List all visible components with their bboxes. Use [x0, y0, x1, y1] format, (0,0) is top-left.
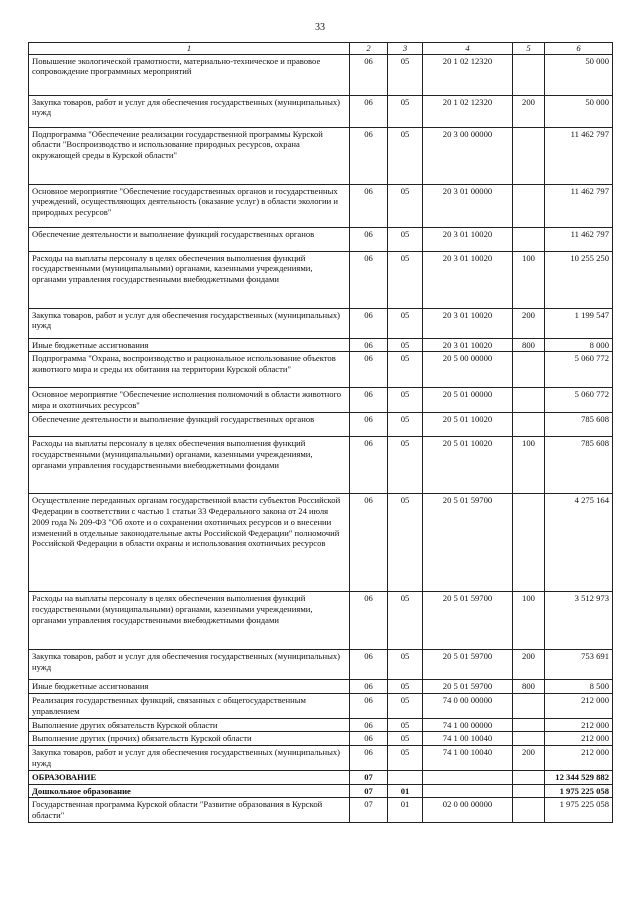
- amount-cell: 11 462 797: [545, 184, 613, 227]
- section-code-cell: 06: [350, 746, 388, 770]
- row-name-cell: Подпрограмма "Охрана, воспроизводство и рациональное использование объектов животного мира и среды их обитания на территории Курской области": [29, 352, 350, 388]
- amount-cell: 11 462 797: [545, 127, 613, 184]
- column-header: 1: [29, 43, 350, 55]
- subsection-code-cell: 05: [388, 746, 423, 770]
- row-name-cell: Осуществление переданных органам государственной власти субъектов Российской Федерации в соответствии с частью 1 статьи 33 Федерального закона от 24 июля 2009 года № 209-ФЗ "Об охоте и о сохранении охотничьих ресурсов и о внесении изменений в отдельные законодательные акты Российской Федерации" полномочий Российской Федерации в области охраны и использования охотничьих ресурсов: [29, 494, 350, 592]
- row-name-cell: Государственная программа Курской области "Развитие образования в Курской области": [29, 798, 350, 822]
- column-header: 5: [513, 43, 545, 55]
- row-name-cell: Подпрограмма "Обеспечение реализации государственной программы Курской области "Воспроизводство и использование природных ресурсов, охрана окружающей среды в Курской области": [29, 127, 350, 184]
- expense-type-cell: [513, 54, 545, 95]
- target-article-cell: 20 5 01 10020: [423, 413, 513, 437]
- table-row: [29, 437, 613, 494]
- amount-cell: 4 275 164: [545, 494, 613, 592]
- table-row: [29, 54, 613, 95]
- section-code-cell: 07: [350, 784, 388, 798]
- row-name-cell: Реализация государственных функций, связанных с общегосударственным управлением: [29, 694, 350, 718]
- table-row: [29, 308, 613, 338]
- section-code-cell: 07: [350, 798, 388, 822]
- row-name-cell: Основное мероприятие "Обеспечение государственных органов и государственных учреждений, осуществляющих деятельность (оказание услуг) в области экологии и природных ресурсов": [29, 184, 350, 227]
- table-row: [29, 770, 613, 784]
- amount-cell: 11 462 797: [545, 227, 613, 251]
- table-row: [29, 338, 613, 352]
- subsection-code-cell: 05: [388, 718, 423, 732]
- row-name-cell: Расходы на выплаты персоналу в целях обеспечения выполнения функций государственными (муниципальными) органами, казенными учреждениями, органами управления государственными внебюджетными фондами: [29, 592, 350, 650]
- expense-type-cell: [513, 798, 545, 822]
- target-article-cell: 74 1 00 10040: [423, 746, 513, 770]
- table-row: [29, 718, 613, 732]
- target-article-cell: 74 1 00 00000: [423, 718, 513, 732]
- amount-cell: 50 000: [545, 54, 613, 95]
- row-name-cell: Закупка товаров, работ и услуг для обеспечения государственных (муниципальных) нужд: [29, 95, 350, 127]
- section-code-cell: 06: [350, 437, 388, 494]
- section-code-cell: 06: [350, 592, 388, 650]
- target-article-cell: 20 3 01 10020: [423, 338, 513, 352]
- section-code-cell: 06: [350, 127, 388, 184]
- amount-cell: 5 060 772: [545, 388, 613, 413]
- expense-type-cell: [513, 227, 545, 251]
- subsection-code-cell: [388, 770, 423, 784]
- subsection-code-cell: 05: [388, 184, 423, 227]
- column-header: 3: [388, 43, 423, 55]
- row-name-cell: Расходы на выплаты персоналу в целях обеспечения выполнения функций государственными (муниципальными) органами, казенными учреждениями, органами управления государственными внебюджетными фондами: [29, 437, 350, 494]
- row-name-cell: Иные бюджетные ассигнования: [29, 680, 350, 694]
- row-name-cell: Выполнение других (прочих) обязательств Курской области: [29, 732, 350, 746]
- amount-cell: 1 199 547: [545, 308, 613, 338]
- section-code-cell: 06: [350, 718, 388, 732]
- expense-type-cell: [513, 413, 545, 437]
- subsection-code-cell: 05: [388, 650, 423, 680]
- section-code-cell: 06: [350, 338, 388, 352]
- expense-type-cell: [513, 352, 545, 388]
- column-header: 2: [350, 43, 388, 55]
- table-row: [29, 127, 613, 184]
- subsection-code-cell: 05: [388, 227, 423, 251]
- expense-type-cell: [513, 494, 545, 592]
- section-code-cell: 06: [350, 694, 388, 718]
- row-name-cell: Повышение экологической грамотности, материально-техническое и правовое сопровождение программных мероприятий: [29, 54, 350, 95]
- subsection-code-cell: 05: [388, 308, 423, 338]
- row-name-cell: Обеспечение деятельности и выполнение функций государственных органов: [29, 413, 350, 437]
- target-article-cell: 74 1 00 10040: [423, 732, 513, 746]
- subsection-code-cell: 05: [388, 680, 423, 694]
- section-code-cell: 06: [350, 54, 388, 95]
- target-article-cell: 20 5 01 59700: [423, 592, 513, 650]
- target-article-cell: [423, 784, 513, 798]
- target-article-cell: 20 3 00 00000: [423, 127, 513, 184]
- amount-cell: 3 512 973: [545, 592, 613, 650]
- table-row: [29, 694, 613, 718]
- column-header: 4: [423, 43, 513, 55]
- target-article-cell: 20 1 02 12320: [423, 95, 513, 127]
- target-article-cell: 20 1 02 12320: [423, 54, 513, 95]
- subsection-code-cell: 05: [388, 352, 423, 388]
- table-row: [29, 746, 613, 770]
- amount-cell: 753 691: [545, 650, 613, 680]
- target-article-cell: 20 5 00 00000: [423, 352, 513, 388]
- subsection-code-cell: 05: [388, 413, 423, 437]
- budget-table: [28, 42, 613, 823]
- amount-cell: 785 608: [545, 413, 613, 437]
- section-code-cell: 06: [350, 680, 388, 694]
- expense-type-cell: 100: [513, 437, 545, 494]
- subsection-code-cell: 05: [388, 251, 423, 308]
- amount-cell: 5 060 772: [545, 352, 613, 388]
- section-code-cell: 06: [350, 184, 388, 227]
- target-article-cell: 20 5 01 00000: [423, 388, 513, 413]
- section-code-cell: 06: [350, 413, 388, 437]
- expense-type-cell: [513, 718, 545, 732]
- table-header-row: [29, 43, 613, 55]
- table-row: [29, 592, 613, 650]
- amount-cell: 212 000: [545, 732, 613, 746]
- table-row: [29, 95, 613, 127]
- amount-cell: 212 000: [545, 718, 613, 732]
- section-code-cell: 06: [350, 227, 388, 251]
- amount-cell: 212 000: [545, 694, 613, 718]
- expense-type-cell: [513, 184, 545, 227]
- expense-type-cell: 100: [513, 251, 545, 308]
- target-article-cell: 20 3 01 10020: [423, 308, 513, 338]
- target-article-cell: 20 3 01 10020: [423, 227, 513, 251]
- row-name-cell: Закупка товаров, работ и услуг для обеспечения государственных (муниципальных) нужд: [29, 746, 350, 770]
- expense-type-cell: [513, 694, 545, 718]
- expense-type-cell: 100: [513, 592, 545, 650]
- section-code-cell: 07: [350, 770, 388, 784]
- section-code-cell: 06: [350, 308, 388, 338]
- subsection-code-cell: 05: [388, 694, 423, 718]
- section-code-cell: 06: [350, 388, 388, 413]
- subsection-code-cell: 05: [388, 437, 423, 494]
- table-row: [29, 680, 613, 694]
- row-name-cell: Дошкольное образование: [29, 784, 350, 798]
- subsection-code-cell: 05: [388, 338, 423, 352]
- table-row: [29, 352, 613, 388]
- amount-cell: 212 000: [545, 746, 613, 770]
- table-row: [29, 413, 613, 437]
- section-code-cell: 06: [350, 352, 388, 388]
- subsection-code-cell: 05: [388, 95, 423, 127]
- subsection-code-cell: 05: [388, 494, 423, 592]
- subsection-code-cell: 05: [388, 127, 423, 184]
- target-article-cell: 20 5 01 59700: [423, 650, 513, 680]
- expense-type-cell: 200: [513, 746, 545, 770]
- section-code-cell: 06: [350, 494, 388, 592]
- table-row: [29, 251, 613, 308]
- expense-type-cell: [513, 127, 545, 184]
- target-article-cell: 20 5 01 10020: [423, 437, 513, 494]
- expense-type-cell: [513, 732, 545, 746]
- table-row: [29, 388, 613, 413]
- expense-type-cell: 800: [513, 338, 545, 352]
- subsection-code-cell: 05: [388, 732, 423, 746]
- column-header: 6: [545, 43, 613, 55]
- section-code-cell: 06: [350, 650, 388, 680]
- row-name-cell: Выполнение других обязательств Курской области: [29, 718, 350, 732]
- expense-type-cell: [513, 784, 545, 798]
- table-row: [29, 798, 613, 822]
- row-name-cell: Иные бюджетные ассигнования: [29, 338, 350, 352]
- row-name-cell: Основное мероприятие "Обеспечение исполнения полномочий в области животного мира и охотничьих ресурсов": [29, 388, 350, 413]
- table-row: [29, 732, 613, 746]
- table-row: [29, 784, 613, 798]
- target-article-cell: 20 3 01 00000: [423, 184, 513, 227]
- table-row: [29, 184, 613, 227]
- page-number: 33: [315, 22, 325, 33]
- target-article-cell: [423, 770, 513, 784]
- amount-cell: 785 608: [545, 437, 613, 494]
- section-code-cell: 06: [350, 251, 388, 308]
- expense-type-cell: [513, 388, 545, 413]
- amount-cell: 1 975 225 058: [545, 784, 613, 798]
- table-row: [29, 494, 613, 592]
- subsection-code-cell: 05: [388, 54, 423, 95]
- expense-type-cell: 800: [513, 680, 545, 694]
- row-name-cell: ОБРАЗОВАНИЕ: [29, 770, 350, 784]
- expense-type-cell: 200: [513, 95, 545, 127]
- amount-cell: 10 255 250: [545, 251, 613, 308]
- row-name-cell: Закупка товаров, работ и услуг для обеспечения государственных (муниципальных) нужд: [29, 650, 350, 680]
- table-row: [29, 650, 613, 680]
- amount-cell: 50 000: [545, 95, 613, 127]
- amount-cell: 1 975 225 058: [545, 798, 613, 822]
- subsection-code-cell: 01: [388, 798, 423, 822]
- target-article-cell: 20 5 01 59700: [423, 494, 513, 592]
- amount-cell: 12 344 529 882: [545, 770, 613, 784]
- target-article-cell: 20 3 01 10020: [423, 251, 513, 308]
- expense-type-cell: 200: [513, 308, 545, 338]
- expense-type-cell: [513, 770, 545, 784]
- expense-type-cell: 200: [513, 650, 545, 680]
- subsection-code-cell: 01: [388, 784, 423, 798]
- subsection-code-cell: 05: [388, 592, 423, 650]
- amount-cell: 8 000: [545, 338, 613, 352]
- subsection-code-cell: 05: [388, 388, 423, 413]
- section-code-cell: 06: [350, 732, 388, 746]
- table-row: [29, 227, 613, 251]
- target-article-cell: 74 0 00 00000: [423, 694, 513, 718]
- amount-cell: 8 500: [545, 680, 613, 694]
- section-code-cell: 06: [350, 95, 388, 127]
- row-name-cell: Обеспечение деятельности и выполнение функций государственных органов: [29, 227, 350, 251]
- row-name-cell: Закупка товаров, работ и услуг для обеспечения государственных (муниципальных) нужд: [29, 308, 350, 338]
- target-article-cell: 02 0 00 00000: [423, 798, 513, 822]
- target-article-cell: 20 5 01 59700: [423, 680, 513, 694]
- row-name-cell: Расходы на выплаты персоналу в целях обеспечения выполнения функций государственными (муниципальными) органами, казенными учреждениями, органами управления государственными внебюджетными фондами: [29, 251, 350, 308]
